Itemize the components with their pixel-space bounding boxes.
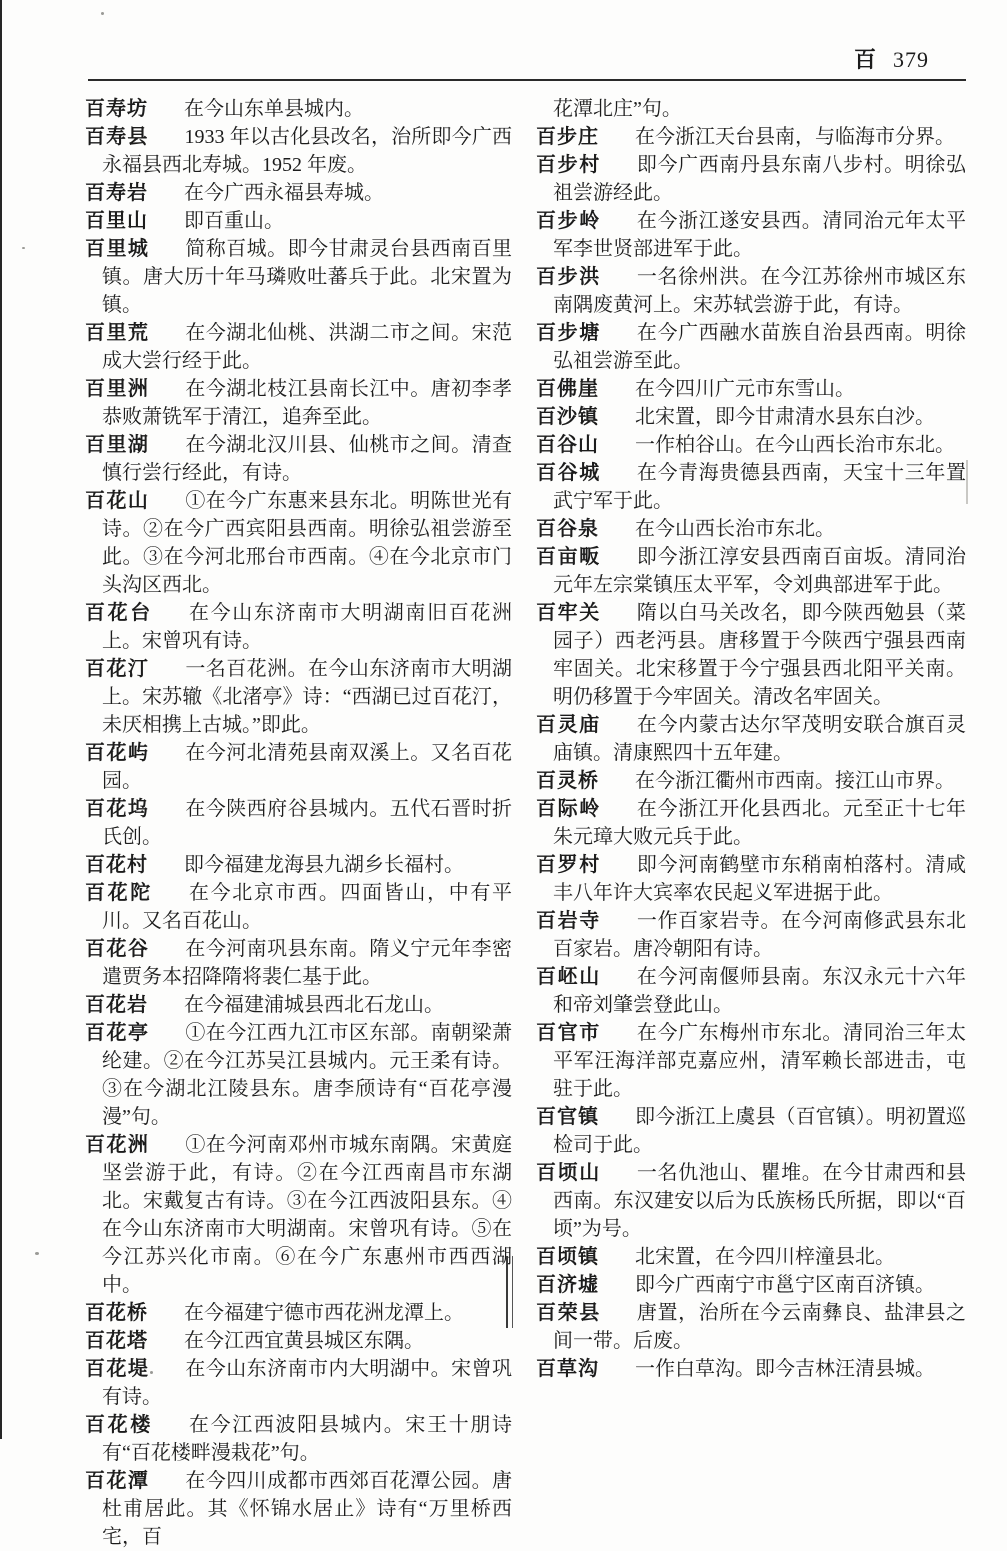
entry-definition: 在今浙江天台县南，与临海市分界。 <box>635 126 955 148</box>
dict-entry <box>536 515 966 543</box>
scan-speck <box>150 1371 153 1374</box>
dict-entry <box>85 851 512 879</box>
entry-headword: 百步岭 <box>536 210 601 232</box>
dict-entry <box>536 851 966 907</box>
entry-headword: 百花堤 <box>85 1358 150 1380</box>
scan-speck <box>101 12 104 15</box>
entry-definition: 唐置，治所在今云南彝良、盐津县之间一带。后废。 <box>553 1302 967 1352</box>
entry-definition: 在今广西永福县寿城。 <box>184 182 384 204</box>
entry-headword: 百罗村 <box>536 854 601 876</box>
dict-entry <box>536 767 966 795</box>
entry-definition: 一作白草沟。即今吉林汪清县城。 <box>635 1358 935 1380</box>
entry-headword: 百牢关 <box>536 602 601 624</box>
entry-definition: 在今湖北枝江县南长江中。唐初李孝恭败萧铣军于清江，追奔至此。 <box>102 378 513 428</box>
dict-entry <box>85 739 512 795</box>
dict-entry <box>85 1299 512 1327</box>
dict-entry <box>536 1103 966 1159</box>
entry-definition: 简称百城。即今甘肃灵台县西南百里镇。唐大历十年马璘败吐蕃兵于此。北宋置为镇。 <box>102 238 513 316</box>
dict-entry <box>536 711 966 767</box>
dict-entry <box>536 1299 966 1355</box>
entry-headword: 百花村 <box>85 854 148 876</box>
dict-entry <box>85 935 512 991</box>
dict-entry <box>85 1327 512 1355</box>
dict-entry <box>536 459 966 515</box>
dict-entry <box>85 487 512 599</box>
dict-entry <box>85 179 512 207</box>
dict-entry <box>536 1355 966 1383</box>
entry-definition: ①在今河南邓州市城东南隅。宋黄庭坚尝游于此，有诗。②在今江西南昌市东湖北。宋戴复古有诗。③在今江西波阳县东。④在今山东济南市大明湖南。宋曾巩有诗。⑤在今江苏兴化市南。⑥在今广东惠州市西西湖中。 <box>102 1134 513 1296</box>
entry-definition: 在今湖北仙桃、洪湖二市之间。宋范成大尝行经于此。 <box>102 322 513 372</box>
dict-entry <box>85 95 512 123</box>
entry-definition: 即今福建龙海县九湖乡长福村。 <box>184 854 464 876</box>
dict-entry <box>85 1411 512 1467</box>
entry-definition: 在今四川广元市东雪山。 <box>635 378 855 400</box>
dict-entry <box>536 207 966 263</box>
entry-definition: 在今浙江衢州市西南。接江山市界。 <box>635 770 955 792</box>
entry-headword: 百顷山 <box>536 1162 601 1184</box>
dict-entry <box>536 263 966 319</box>
dict-entry <box>536 907 966 963</box>
entry-headword: 百顷镇 <box>536 1246 599 1268</box>
dict-entry <box>536 403 966 431</box>
entry-headword: 百岩寺 <box>536 910 601 932</box>
dict-entry <box>536 795 966 851</box>
dict-entry <box>536 599 966 711</box>
entry-definition: 一作百家岩寺。在今河南修武县东北百家岩。唐冷朝阳有诗。 <box>553 910 967 960</box>
entry-definition: ①在今广东惠来县东北。明陈世光有诗。②在今广西宾阳县西南。明徐弘祖尝游至此。③在今河北邢台市西南。④在今北京市门头沟区西北。 <box>102 490 513 596</box>
dict-entry <box>85 235 512 319</box>
entry-headword: 百里荒 <box>85 322 150 344</box>
dict-entry <box>536 319 966 375</box>
dict-entry <box>536 123 966 151</box>
scan-edge-artifact <box>0 0 2 1439</box>
entry-headword: 百里洲 <box>85 378 150 400</box>
entry-definition: 北宋置，即今甘肃清水县东白沙。 <box>635 406 935 428</box>
left-column <box>85 95 512 1551</box>
entry-headword: 百灵庙 <box>536 714 601 736</box>
dict-entry <box>536 1159 966 1243</box>
entry-headword: 百岯山 <box>536 966 601 988</box>
entry-headword: 百步洪 <box>536 266 601 288</box>
dict-entry <box>536 1243 966 1271</box>
entry-definition: 即今广西南丹县东南八步村。明徐弘祖尝游经此。 <box>553 154 967 204</box>
entry-definition: 在今河北清苑县南双溪上。又名百花园。 <box>102 742 513 792</box>
entry-headword: 百里城 <box>85 238 150 260</box>
dict-entry <box>85 319 512 375</box>
entry-headword: 百里湖 <box>85 434 150 456</box>
entry-headword: 百灵桥 <box>536 770 599 792</box>
entry-definition: 一作柏谷山。在今山西长治市东北。 <box>635 434 955 456</box>
entry-definition: 在今山西长治市东北。 <box>635 518 835 540</box>
entry-headword: 百谷城 <box>536 462 601 484</box>
entry-headword: 百官市 <box>536 1022 601 1044</box>
entry-definition: 即百重山。 <box>184 210 284 232</box>
dict-entry <box>85 879 512 935</box>
entry-definition: 即今浙江淳安县西南百亩坂。清同治元年左宗棠镇压太平军，令刘典部进军于此。 <box>553 546 967 596</box>
header-section-char: 百 <box>853 47 877 72</box>
entry-headword: 百寿坊 <box>85 98 148 120</box>
entry-definition: 隋以白马关改名，即今陕西勉县（菜园子）西老沔县。唐移置于今陕西宁强县西南牢固关。北宋移置于今宁强县西北阳平关南。明仍移置于今牢固关。清改名牢固关。 <box>553 602 967 708</box>
dict-entry <box>85 1355 512 1411</box>
entry-headword: 百花塔 <box>85 1330 148 1352</box>
entry-headword: 百花坞 <box>85 798 150 820</box>
entry-definition: 在今湖北汉川县、仙桃市之间。清查慎行尝行经此，有诗。 <box>102 434 513 484</box>
entry-definition: 在今江西波阳县城内。宋王十朋诗有“百花楼畔漫栽花”句。 <box>102 1414 513 1464</box>
entry-definition: 在今山东济南市大明湖南旧百花洲上。宋曾巩有诗。 <box>102 602 513 652</box>
entry-headword: 百际岭 <box>536 798 601 820</box>
entry-headword: 百花山 <box>85 490 150 512</box>
entry-definition: 在今福建浦城县西北石龙山。 <box>184 994 444 1016</box>
entry-headword: 百花岩 <box>85 994 148 1016</box>
entry-definition: 一名徐州洪。在今江苏徐州市城区东南隅废黄河上。宋苏轼尝游于此，有诗。 <box>553 266 967 316</box>
entry-definition: 即今广西南宁市邕宁区南百济镇。 <box>635 1274 935 1296</box>
entry-definition: 即今浙江上虞县（百官镇）。明初置巡检司于此。 <box>553 1106 967 1156</box>
right-column <box>536 95 966 1383</box>
entry-headword: 百花潭 <box>85 1470 150 1492</box>
entry-definition: 花潭北庄”句。 <box>553 98 682 120</box>
entry-headword: 百步塘 <box>536 322 601 344</box>
entry-definition: 在今山东济南市内大明湖中。宋曾巩有诗。 <box>102 1358 513 1408</box>
dict-entry <box>85 655 512 739</box>
entry-definition: 在今河南巩县东南。隋义宁元年李密遣贾务本招降隋将裴仁基于此。 <box>102 938 513 988</box>
entry-definition: ①在今江西九江市区东部。南朝梁萧纶建。②在今江苏吴江县城内。元王柔有诗。③在今湖北江陵县东。唐李颀诗有“百花亭漫漫”句。 <box>102 1022 513 1128</box>
entry-definition: 在今广东梅州市东北。清同治三年太平军汪海洋部克嘉应州，清军赖长部进击，屯驻于此。 <box>553 1022 967 1100</box>
dict-entry <box>536 1019 966 1103</box>
entry-headword: 百花陀 <box>85 882 153 904</box>
entry-definition: 在今广西融水苗族自治县西南。明徐弘祖尝游至此。 <box>553 322 967 372</box>
entry-definition: 在今四川成都市西郊百花潭公园。唐杜甫居此。其《怀锦水居止》诗有“万里桥西宅，百 <box>102 1470 513 1548</box>
entry-headword: 百寿岩 <box>85 182 148 204</box>
header-rule <box>88 79 966 81</box>
entry-headword: 百花屿 <box>85 742 150 764</box>
dict-entry <box>85 991 512 1019</box>
dict-entry <box>536 1271 966 1299</box>
entry-headword: 百沙镇 <box>536 406 599 428</box>
page-header <box>854 48 929 72</box>
dict-entry <box>85 431 512 487</box>
dict-entry <box>85 1019 512 1131</box>
scan-streak-artifact <box>966 460 968 504</box>
entry-headword: 百花谷 <box>85 938 150 960</box>
entry-headword: 百花台 <box>85 602 153 624</box>
dict-entry <box>85 795 512 851</box>
entry-definition: 在今北京市西。四面皆山，中有平川。又名百花山。 <box>102 882 513 932</box>
entry-headword: 百草沟 <box>536 1358 599 1380</box>
entry-definition: 一名百花洲。在今山东济南市大明湖上。宋苏辙《北渚亭》诗：“西湖已过百花汀，未厌相携上古城。”即此。 <box>102 658 513 736</box>
entry-headword: 百花亭 <box>85 1022 150 1044</box>
dict-entry <box>536 151 966 207</box>
entry-continuation <box>536 95 966 123</box>
entry-definition: 北宋置，在今四川梓潼县北。 <box>635 1246 895 1268</box>
entry-definition: 在今青海贵德县西南，天宝十三年置武宁军于此。 <box>553 462 967 512</box>
entry-definition: 在今内蒙古达尔罕茂明安联合旗百灵庙镇。清康熙四十五年建。 <box>553 714 967 764</box>
entry-headword: 百花洲 <box>85 1134 150 1156</box>
entry-definition: 在今河南偃师县南。东汉永元十六年和帝刘肇尝登此山。 <box>553 966 967 1016</box>
entry-definition: 在今浙江遂安县西。清同治元年太平军李世贤部进军于此。 <box>553 210 967 260</box>
dict-entry <box>536 543 966 599</box>
entry-headword: 百亩畈 <box>536 546 601 568</box>
dict-entry <box>85 599 512 655</box>
scan-speck <box>22 247 25 249</box>
entry-definition: 在今陕西府谷县城内。五代石晋时折氏创。 <box>102 798 513 848</box>
scan-line-artifact <box>506 1256 513 1328</box>
entry-headword: 百花桥 <box>85 1302 148 1324</box>
entry-definition: 在今福建宁德市西花洲龙潭上。 <box>184 1302 464 1324</box>
dict-entry <box>536 963 966 1019</box>
dict-entry <box>85 207 512 235</box>
dict-entry <box>85 375 512 431</box>
entry-headword: 百寿县 <box>85 126 149 148</box>
entry-headword: 百里山 <box>85 210 148 232</box>
entry-definition: 在今浙江开化县西北。元至正十七年朱元璋大败元兵于此。 <box>553 798 967 848</box>
entry-headword: 百佛崖 <box>536 378 599 400</box>
entry-definition: 在今江西宜黄县城区东隅。 <box>184 1330 424 1352</box>
header-page-number: 379 <box>893 47 929 72</box>
dict-entry <box>536 375 966 403</box>
entry-definition: 1933 年以古化县改名，治所即今广西永福县西北寿城。1952 年废。 <box>102 126 513 176</box>
entry-headword: 百花楼 <box>85 1414 153 1436</box>
entry-headword: 百花汀 <box>85 658 150 680</box>
entry-definition: 一名仇池山、瞿堆。在今甘肃西和县西南。东汉建安以后为氐族杨氏所据，即以“百顷”为号。 <box>553 1162 967 1240</box>
entry-headword: 百官镇 <box>536 1106 600 1128</box>
dict-entry <box>85 1467 512 1551</box>
entry-headword: 百谷山 <box>536 434 599 456</box>
entry-headword: 百谷泉 <box>536 518 599 540</box>
dict-entry <box>85 123 512 179</box>
dict-entry <box>85 1131 512 1299</box>
dict-entry <box>536 431 966 459</box>
entry-headword: 百荣县 <box>536 1302 601 1324</box>
entry-definition: 在今山东单县城内。 <box>184 98 364 120</box>
entry-headword: 百济墟 <box>536 1274 599 1296</box>
scan-speck <box>35 1252 39 1255</box>
entry-headword: 百步庄 <box>536 126 599 148</box>
entry-definition: 即今河南鹤壁市东稍南柏落村。清咸丰八年许大宾率农民起义军进据于此。 <box>553 854 967 904</box>
entry-headword: 百步村 <box>536 154 601 176</box>
